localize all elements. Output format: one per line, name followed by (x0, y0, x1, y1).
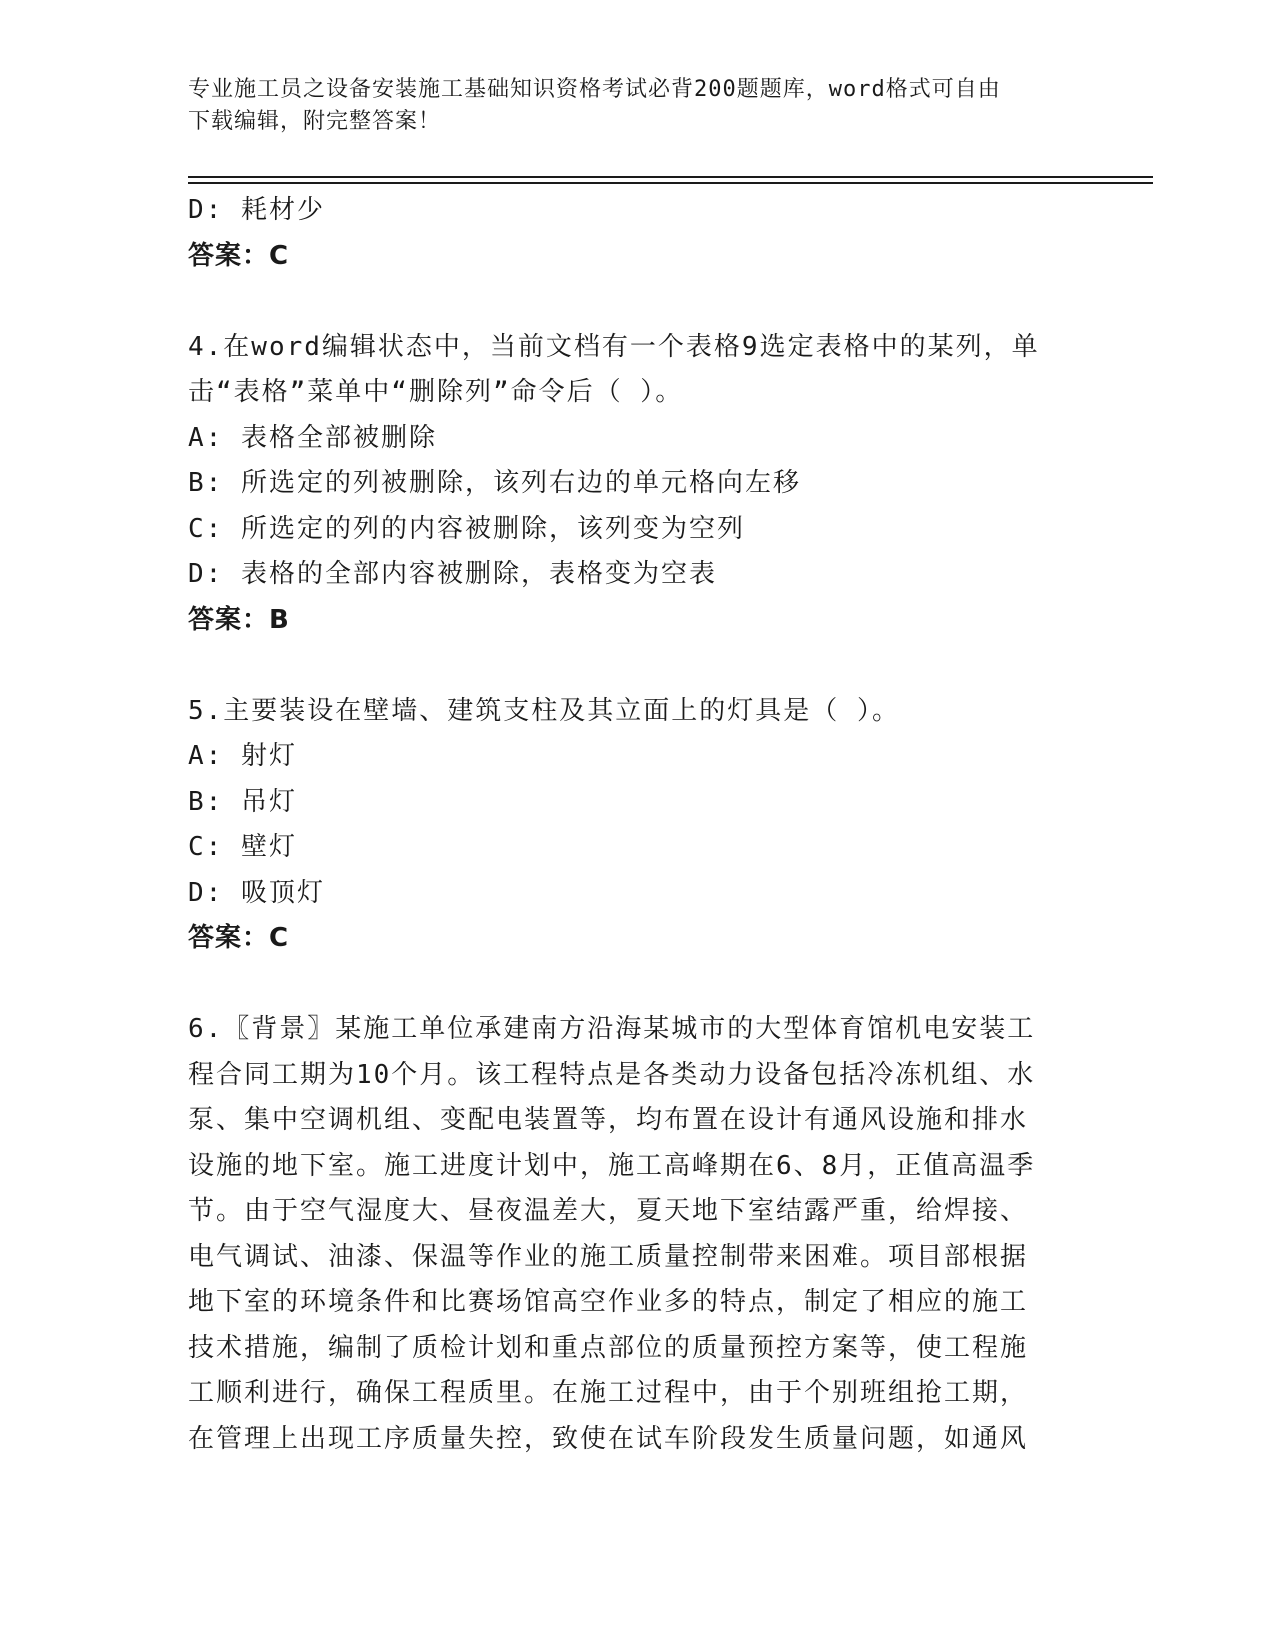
document-header (188, 74, 1088, 138)
document-body (188, 188, 1088, 1462)
header-title-line-2: 下载编辑，附完整答案！ (188, 109, 442, 134)
q6-text-line: 技术措施，编制了质检计划和重点部位的质量预控方案等，使工程施 (188, 1332, 1029, 1363)
spacer (188, 279, 1088, 325)
q6-text-line: 6.〖背景〗某施工单位承建南方沿海某城市的大型体育馆机电安装工 (188, 1014, 1036, 1044)
q4-option-d: D: 表格的全部内容被删除，表格变为空表 (188, 559, 717, 589)
q4-option-b: B: 所选定的列被删除，该列右边的单元格向左移 (188, 468, 801, 498)
q6-text-line: 地下室的环境条件和比赛场馆高空作业多的特点，制定了相应的施工 (188, 1287, 1029, 1317)
q4-option-a: A: 表格全部被删除 (188, 422, 437, 453)
q5-option-d: D: 吸顶灯 (188, 877, 325, 908)
q6-text-line: 在管理上出现工序质量失控，致使在试车阶段发生质量问题，如通风 (188, 1423, 1029, 1454)
q6-text-line: 电气调试、油漆、保温等作业的施工质量控制带来困难。项目部根据 (188, 1241, 1029, 1272)
spacer (188, 962, 1088, 1008)
spacer (188, 643, 1088, 689)
q6-text-line: 程合同工期为10个月。该工程特点是各类动力设备包括冷冻机组、水 (188, 1059, 1036, 1090)
q5-option-b: B: 吊灯 (188, 786, 297, 817)
q6-text-line: 工顺利进行，确保工程质里。在施工过程中，由于个别班组抢工期， (188, 1378, 1029, 1408)
header-divider-bottom (188, 182, 1153, 184)
q5-stem: 5.主要装设在壁墙、建筑支柱及其立面上的灯具是（ ）。 (188, 695, 900, 726)
q5-option-a: A: 射灯 (188, 741, 297, 771)
q6-text-line: 节。由于空气湿度大、昼夜温差大，夏天地下室结露严重，给焊接、 (188, 1196, 1029, 1226)
q4-stem-line-2: 击“表格”菜单中“删除列”命令后（ ）。 (188, 377, 684, 407)
header-title-line-1: 专业施工员之设备安装施工基础知识资格考试必背200题题库，word格式可自由 (188, 77, 1001, 102)
q3-option-d: D: 耗材少 (188, 195, 325, 225)
header-divider-top (188, 176, 1153, 178)
q3-answer: 答案：C (188, 240, 290, 271)
q4-stem-line-1: 4.在word编辑状态中，当前文档有一个表格9选定表格中的某列，单 (188, 331, 1040, 362)
q6-text-line: 设施的地下室。施工进度计划中，施工高峰期在6、8月，正值高温季 (188, 1150, 1036, 1181)
q4-option-c: C: 所选定的列的内容被删除，该列变为空列 (188, 513, 745, 544)
q6-text-line: 泵、集中空调机组、变配电装置等，均布置在设计有通风设施和排水 (188, 1105, 1029, 1135)
q4-answer: 答案：B (188, 604, 290, 635)
q5-answer: 答案：C (188, 923, 290, 953)
q5-option-c: C: 壁灯 (188, 832, 297, 862)
